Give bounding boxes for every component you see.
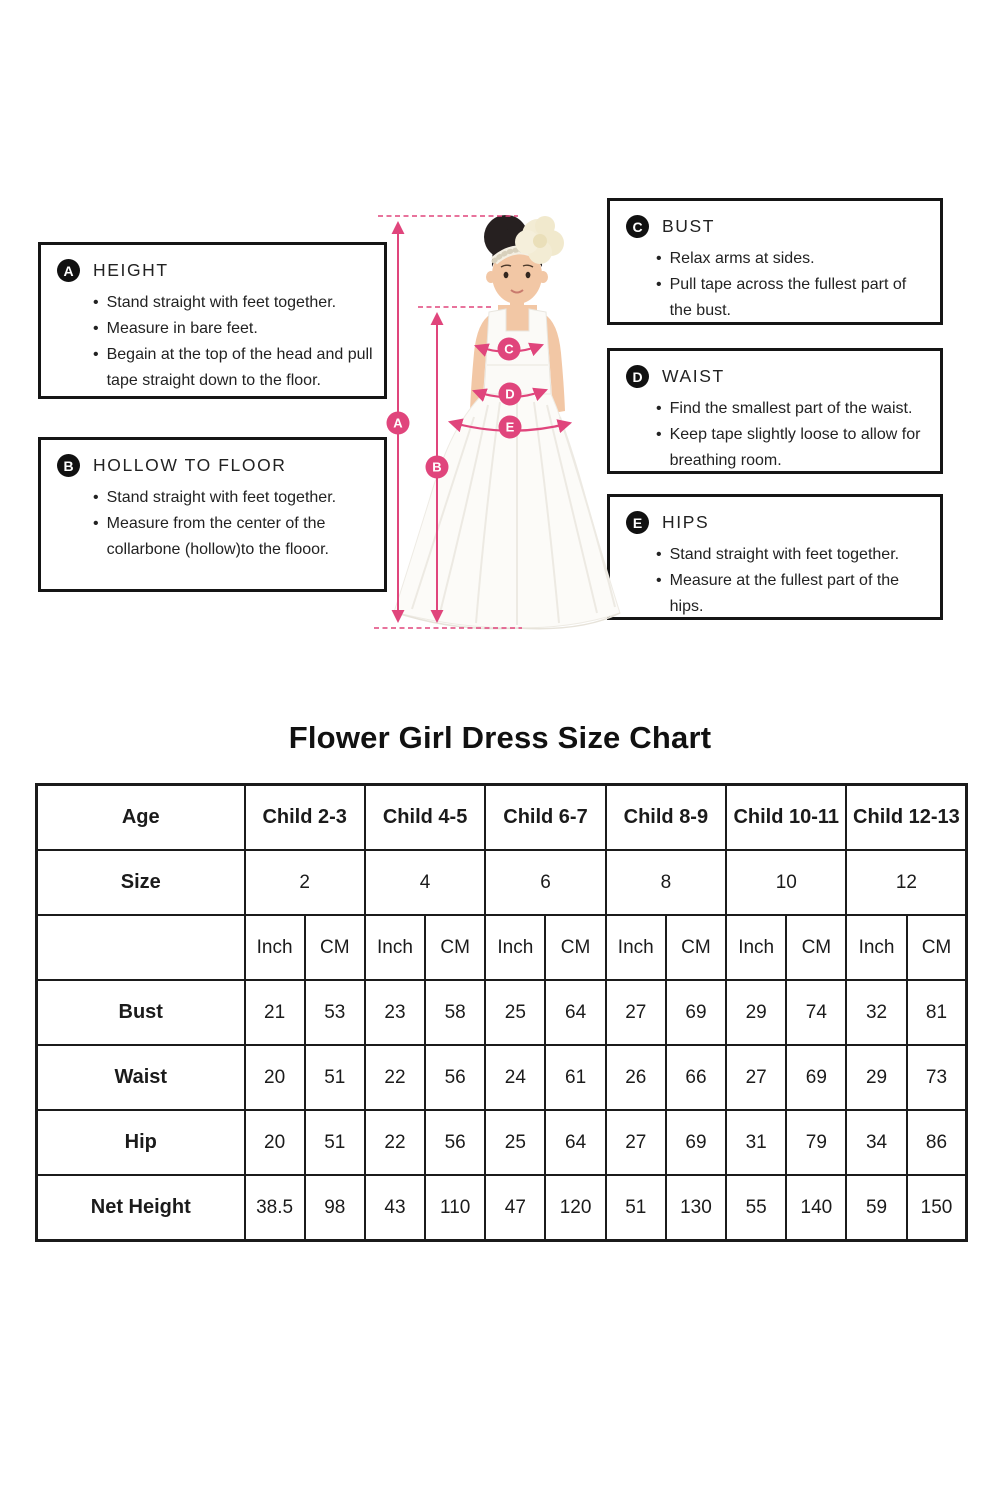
- bullet-dot: •: [656, 546, 662, 563]
- measurement-value: 79: [786, 1110, 846, 1175]
- age-group-header: Child 6-7: [485, 785, 605, 851]
- instruction-title-hollow: HOLLOW TO FLOOR: [93, 455, 287, 475]
- age-row: [37, 785, 967, 851]
- measurement-value: 56: [425, 1110, 485, 1175]
- instruction-list: [57, 485, 374, 563]
- measurement-value: 64: [545, 980, 605, 1045]
- size-row: [37, 850, 967, 915]
- measurement-value: 43: [365, 1175, 425, 1241]
- measurement-value: 22: [365, 1045, 425, 1110]
- measurement-value: 58: [425, 980, 485, 1045]
- measurement-value: 120: [545, 1175, 605, 1241]
- bullet-text: Measure at the fullest part of the hips.: [669, 571, 900, 615]
- instruction-bullet: [93, 316, 374, 342]
- waist-row-label: Waist: [37, 1045, 245, 1110]
- measurement-value: 20: [245, 1045, 305, 1110]
- unit-header: CM: [907, 915, 967, 980]
- bullet-dot: •: [93, 345, 99, 363]
- bust-row-label: Bust: [37, 980, 245, 1045]
- instruction-bullet: [656, 568, 930, 620]
- measurement-value: 51: [305, 1045, 365, 1110]
- instruction-title-waist: WAIST: [662, 366, 725, 386]
- instruction-list: [626, 246, 930, 324]
- bullet-dot: •: [93, 319, 99, 337]
- instruction-title-bust: BUST: [662, 216, 716, 236]
- units-row: [37, 915, 967, 980]
- letter-e-badge: E: [626, 511, 649, 534]
- unit-header: CM: [666, 915, 726, 980]
- instruction-list: [57, 290, 374, 394]
- measurement-value: 69: [666, 1110, 726, 1175]
- bullet-text: Stand straight with feet together.: [669, 546, 900, 563]
- instruction-bullet: [656, 272, 930, 324]
- instruction-list: [626, 396, 930, 474]
- bullet-dot: •: [93, 294, 99, 311]
- measurement-value: 69: [666, 980, 726, 1045]
- measurement-value: 74: [786, 980, 846, 1045]
- measurement-value: 81: [907, 980, 967, 1045]
- unit-header: Inch: [726, 915, 786, 980]
- bullet-dot: •: [656, 400, 662, 417]
- measurement-value: 59: [846, 1175, 906, 1241]
- instruction-bullet: [656, 542, 930, 568]
- age-group-header: Child 4-5: [365, 785, 485, 851]
- unit-header: Inch: [485, 915, 545, 980]
- unit-header: CM: [786, 915, 846, 980]
- unit-header: Inch: [245, 915, 305, 980]
- unit-header: CM: [305, 915, 365, 980]
- measurement-value: 110: [425, 1175, 485, 1241]
- measurement-value: 31: [726, 1110, 786, 1175]
- unit-header: Inch: [365, 915, 425, 980]
- measurement-value: 20: [245, 1110, 305, 1175]
- size-value: 6: [485, 850, 605, 915]
- age-group-header: Child 8-9: [606, 785, 726, 851]
- measurement-value: 86: [907, 1110, 967, 1175]
- hip-row: [37, 1110, 967, 1175]
- bullet-text: Stand straight with feet together.: [106, 294, 337, 311]
- unit-header: CM: [545, 915, 605, 980]
- instruction-title-hips: HIPS: [662, 512, 710, 532]
- measurement-value: 27: [726, 1045, 786, 1110]
- bust-row: [37, 980, 967, 1045]
- measurement-value: 53: [305, 980, 365, 1045]
- bullet-text: Pull tape across the fullest part of the bust.: [669, 275, 907, 319]
- measurement-value: 130: [666, 1175, 726, 1241]
- measurement-value: 66: [666, 1045, 726, 1110]
- size-row-label: Size: [37, 850, 245, 915]
- units-row-empty-label: [37, 915, 245, 980]
- measurement-value: 38.5: [245, 1175, 305, 1241]
- measurement-value: 64: [545, 1110, 605, 1175]
- instruction-box-waist: [607, 348, 943, 474]
- size-chart-title: Flower Girl Dress Size Chart: [288, 720, 712, 755]
- measurement-value: 69: [786, 1045, 846, 1110]
- measurement-value: 26: [606, 1045, 666, 1110]
- letter-b-badge: B: [57, 454, 80, 477]
- bullet-dot: •: [93, 489, 99, 506]
- instruction-box-height: [38, 242, 387, 399]
- bullet-text: Stand straight with feet together.: [106, 489, 337, 506]
- measurement-value: 55: [726, 1175, 786, 1241]
- instruction-title-height: HEIGHT: [93, 260, 169, 280]
- unit-header: Inch: [606, 915, 666, 980]
- bullet-dot: •: [93, 514, 99, 532]
- letter-a-badge: A: [57, 259, 80, 282]
- age-group-header: Child 10-11: [726, 785, 846, 851]
- age-row-label: Age: [37, 785, 245, 851]
- instruction-box-bust: [607, 198, 943, 325]
- measurement-value: 22: [365, 1110, 425, 1175]
- bullet-dot: •: [656, 571, 662, 589]
- instruction-box-hollow-to-floor: [38, 437, 387, 592]
- instruction-bullet: [93, 485, 374, 511]
- measurement-value: 98: [305, 1175, 365, 1241]
- label-e-text: E: [505, 419, 515, 435]
- instruction-bullet: [656, 422, 930, 474]
- instruction-bullet: [93, 342, 374, 394]
- measurement-value: 24: [485, 1045, 545, 1110]
- size-value: 4: [365, 850, 485, 915]
- measurement-value: 27: [606, 1110, 666, 1175]
- bullet-text: Find the smallest part of the waist.: [669, 400, 913, 417]
- age-group-header: Child 12-13: [846, 785, 966, 851]
- size-value: 10: [726, 850, 846, 915]
- measurement-value: 61: [545, 1045, 605, 1110]
- label-b-text: B: [432, 459, 442, 475]
- bullet-text: Begain at the top of the head and pull tape straight down to the floor.: [106, 345, 373, 389]
- instruction-bullet: [656, 246, 930, 272]
- label-a-text: A: [393, 415, 403, 431]
- net-height-row: [37, 1175, 967, 1241]
- size-value: 2: [245, 850, 365, 915]
- instruction-bullet: [93, 290, 374, 316]
- measurement-value: 34: [846, 1110, 906, 1175]
- label-c-text: C: [504, 341, 514, 357]
- girl-figure-illustration: [370, 195, 630, 665]
- measurement-value: 27: [606, 980, 666, 1045]
- bullet-dot: •: [656, 275, 662, 293]
- age-group-header: Child 2-3: [245, 785, 365, 851]
- measurement-value: 29: [846, 1045, 906, 1110]
- measurement-value: 140: [786, 1175, 846, 1241]
- hip-row-label: Hip: [37, 1110, 245, 1175]
- instruction-box-hips: [607, 494, 943, 620]
- measurement-value: 32: [846, 980, 906, 1045]
- bullet-dot: •: [656, 425, 662, 443]
- bullet-text: Measure from the center of the collarbone (hollow)to the flooor.: [106, 514, 329, 558]
- letter-c-badge: C: [626, 215, 649, 238]
- size-value: 12: [846, 850, 966, 915]
- net-height-row-label: Net Height: [37, 1175, 245, 1241]
- measurement-value: 25: [485, 980, 545, 1045]
- instruction-bullet: [656, 396, 930, 422]
- measurement-value: 21: [245, 980, 305, 1045]
- letter-d-badge: D: [626, 365, 649, 388]
- instruction-bullet: [93, 511, 374, 563]
- measurement-value: 73: [907, 1045, 967, 1110]
- bullet-text: Keep tape slightly loose to allow for breathing room.: [669, 425, 921, 469]
- bullet-text: Measure in bare feet.: [106, 319, 258, 337]
- measurement-value: 150: [907, 1175, 967, 1241]
- measurement-value: 25: [485, 1110, 545, 1175]
- waist-row: [37, 1045, 967, 1110]
- unit-header: CM: [425, 915, 485, 980]
- measurement-value: 23: [365, 980, 425, 1045]
- size-value: 8: [606, 850, 726, 915]
- measurement-value: 29: [726, 980, 786, 1045]
- instruction-list: [626, 542, 930, 620]
- measurement-value: 47: [485, 1175, 545, 1241]
- unit-header: Inch: [846, 915, 906, 980]
- measurement-value: 51: [305, 1110, 365, 1175]
- size-chart-table: [35, 783, 968, 1242]
- measurement-value: 51: [606, 1175, 666, 1241]
- measurement-value: 56: [425, 1045, 485, 1110]
- label-d-text: D: [505, 386, 515, 402]
- bullet-dot: •: [656, 250, 662, 267]
- bullet-text: Relax arms at sides.: [669, 250, 815, 267]
